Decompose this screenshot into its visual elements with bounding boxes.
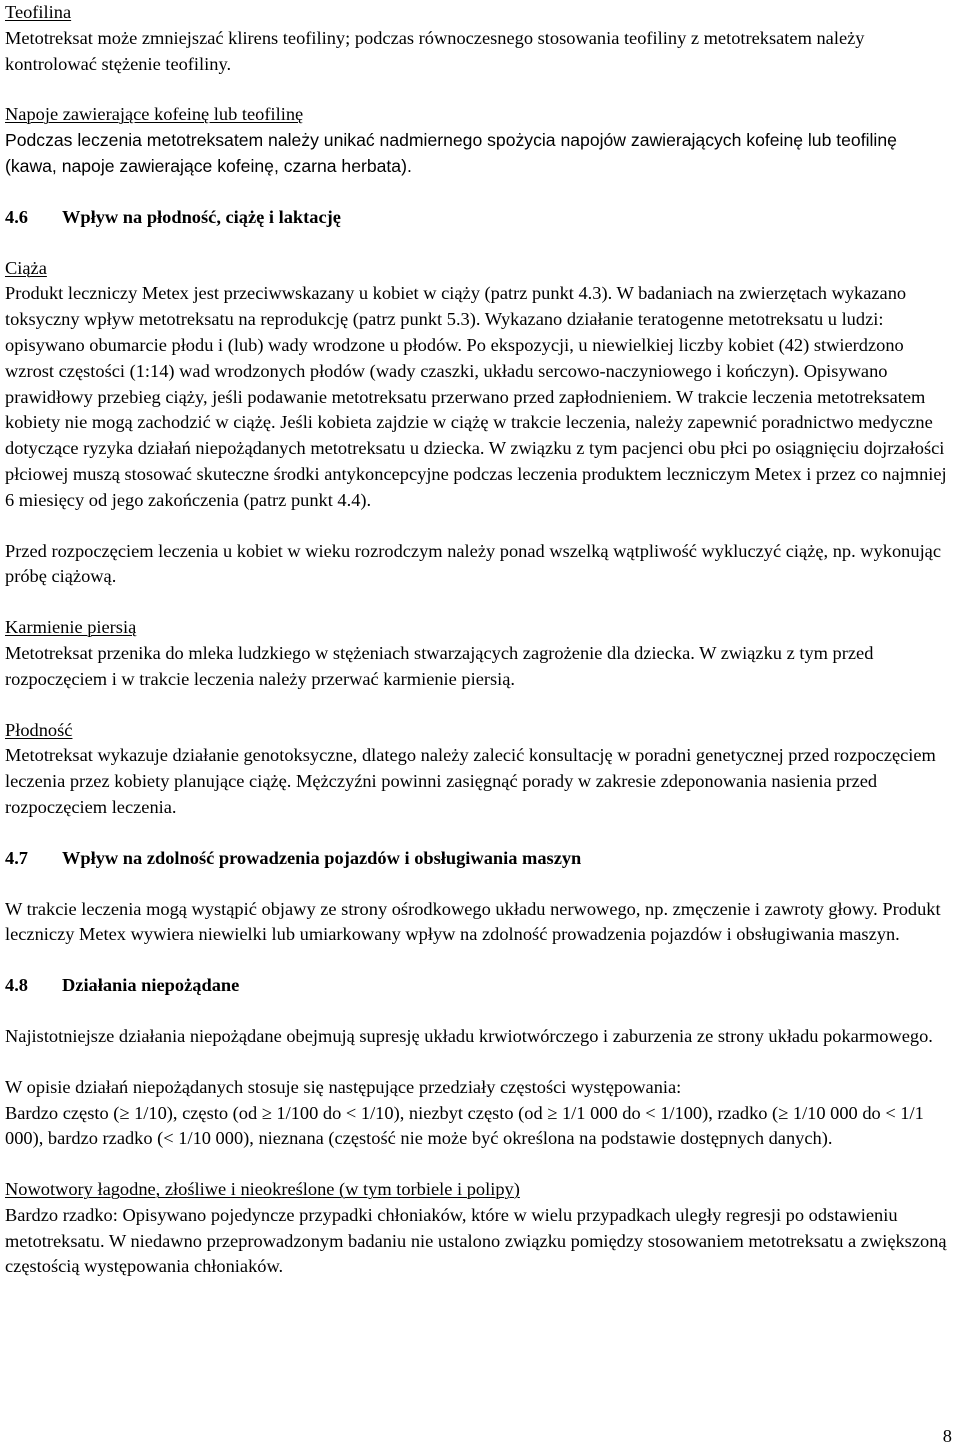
neoplasms-heading: Nowotwory łagodne, złośliwe i nieokreślone (w tym torbiele i polipy) bbox=[5, 1179, 520, 1200]
section-4-8-intro: Najistotniejsze działania niepożądane obejmują supresję układu krwiotwórczego i zaburzenia ze strony układu pokarmowego. bbox=[5, 1025, 933, 1046]
section-4-8-heading bbox=[5, 973, 953, 999]
section-4-6-heading bbox=[5, 205, 953, 231]
caffeine-text: Podczas leczenia metotreksatem należy unikać nadmiernego spożycia napojów zawierających kofeinę lub teofilinę (kawa, napoje zawierające kofeinę, czarna herbata). bbox=[5, 130, 897, 176]
pregnancy-heading: Ciąża bbox=[5, 257, 47, 278]
section-4-8-title: Działania niepożądane bbox=[62, 975, 240, 996]
section-4-6-title: Wpływ na płodność, ciążę i laktację bbox=[62, 206, 341, 227]
theophylline-heading: Teofilina bbox=[5, 2, 72, 22]
frequency-text: Bardzo często (≥ 1/10), często (od ≥ 1/100 do < 1/10), niezbyt często (od ≥ 1/1 000 do < 1/100), rzadko (≥ 1/10 000 do < 1/1 000), bardzo rzadko (< 1/10 000), nieznana (częstość nie może być określona na podstawie dostępnych danych). bbox=[5, 1102, 924, 1149]
breastfeeding-text: Metotreksat przenika do mleka ludzkiego w stężeniach stwarzających zagrożenie dla dziecka. W związku z tym przed rozpoczęciem i w trakcie leczenia należy przerwać karmienie piersią. bbox=[5, 642, 874, 689]
section-4-7-heading bbox=[5, 846, 953, 872]
breastfeeding-heading: Karmienie piersią bbox=[5, 617, 137, 638]
page-number: 8 bbox=[942, 1426, 952, 1446]
section-4-6-number: 4.6 bbox=[5, 206, 28, 227]
document-page bbox=[5, 0, 953, 1280]
pregnancy-test-text: Przed rozpoczęciem leczenia u kobiet w wieku rozrodczym należy ponad wszelką wątpliwość wykluczyć ciążę, np. wykonując próbę ciążową. bbox=[5, 540, 942, 587]
fertility-text: Metotreksat wykazuje działanie genotoksyczne, dlatego należy zalecić konsultację w poradni genetycznej przed rozpoczęciem leczenia przez kobiety planujące ciążę. Mężczyźni powinni zasięgnąć porady w zakresie zdeponowania nasienia przed rozpoczęciem leczenia. bbox=[5, 745, 936, 817]
theophylline-text: Metotreksat może zmniejszać klirens teofiliny; podczas równoczesnego stosowania teofiliny z metotreksatem należy kontrolować stężenie teofiliny. bbox=[5, 27, 865, 74]
frequency-intro: W opisie działań niepożądanych stosuje się następujące przedziały częstości występowania: bbox=[5, 1076, 682, 1097]
pregnancy-text: Produkt leczniczy Metex jest przeciwwskazany u kobiet w ciąży (patrz punkt 4.3). W badaniach na zwierzętach wykazano toksyczny wpływ metotreksatu na reprodukcję (patrz punkt 5.3). Wykazano działanie teratogenne metotreksatu u ludzi: opisywano obumarcie płodu i (lub) wady wrodzone u płodów. Po ekspozycji, u niewielkiej liczby kobiet (42) stwierdzono wzrost częstości (1:14) wad wrodzonych płodów (wady czaszki, układu sercowo-naczyniowego i kończyn). Opisywano prawidłowy przebieg ciąży, jeśli podawanie metotreksatu przerwano przed zapłodnieniem. W trakcie leczenia metotreksatem kobiety nie mogą zachodzić w ciążę. Jeśli kobieta zajdzie w ciążę w trakcie leczenia, należy zapewnić poradnictwo medyczne dotyczące ryzyka działań niepożądanych metotreksatu u dziecka. W związku z tym pacjenci obu płci po osiągnięciu dojrzałości płciowej muszą stosować skuteczne środki antykoncepcyjne podczas leczenia produktem leczniczym Metex i przez co najmniej 6 miesięcy od jego zakończenia (patrz punkt 4.4). bbox=[5, 283, 947, 510]
neoplasms-text: Bardzo rzadko: Opisywano pojedyncze przypadki chłoniaków, które w wielu przypadkach uległy regresji po odstawieniu metotreksatu. W niedawno przeprowadzonym badaniu nie ustalono związku pomiędzy stosowaniem metotreksatu a zwiększoną częstością występowania chłoniaków. bbox=[5, 1204, 947, 1277]
caffeine-heading: Napoje zawierające kofeinę lub teofilinę bbox=[5, 104, 304, 125]
section-4-7-text: W trakcie leczenia mogą wystąpić objawy ze strony ośrodkowego układu nerwowego, np. zmęczenie i zawroty głowy. Produkt leczniczy Metex wywiera niewielki lub umiarkowany wpływ na zdolność prowadzenia pojazdów i obsługiwania maszyn. bbox=[5, 898, 941, 945]
fertility-heading: Płodność bbox=[5, 719, 73, 740]
section-4-7-title: Wpływ na zdolność prowadzenia pojazdów i obsługiwania maszyn bbox=[62, 847, 582, 868]
section-4-8-number: 4.8 bbox=[5, 975, 28, 996]
section-4-7-number: 4.7 bbox=[5, 847, 28, 868]
